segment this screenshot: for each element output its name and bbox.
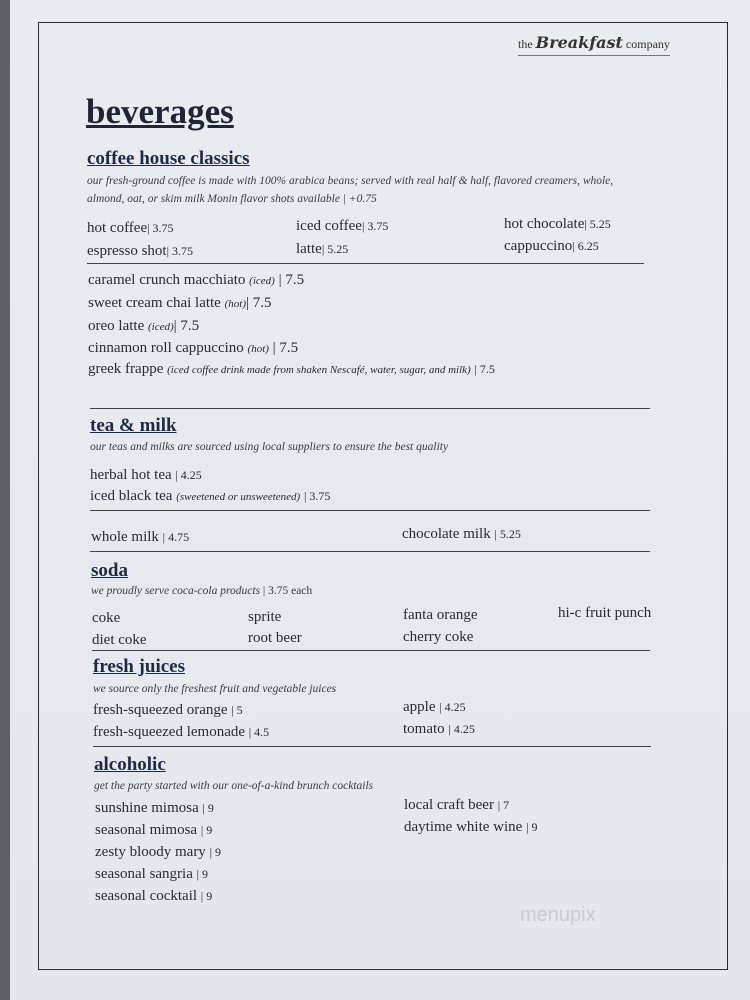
divider bbox=[92, 650, 650, 651]
menu-item: sprite bbox=[248, 609, 282, 625]
section-heading-soda: soda bbox=[91, 560, 128, 581]
divider bbox=[93, 746, 651, 747]
menu-item: seasonal mimosa | 9 bbox=[95, 822, 213, 838]
menu-item: hot coffee| 3.75 bbox=[87, 220, 174, 236]
menu-item: latte| 5.25 bbox=[296, 241, 349, 257]
section-heading-alcoholic: alcoholic bbox=[94, 754, 166, 775]
menu-item: local craft beer | 7 bbox=[404, 797, 510, 813]
menu-item: chocolate milk | 5.25 bbox=[402, 526, 521, 542]
page-title: beverages bbox=[86, 92, 234, 131]
alcoholic-description: get the party started with our one-of-a-kind brunch cocktails bbox=[94, 780, 374, 792]
menu-item: daytime white wine | 9 bbox=[404, 819, 538, 835]
menu-item: iced coffee| 3.75 bbox=[296, 218, 389, 234]
menu-item: seasonal sangria | 9 bbox=[95, 866, 209, 882]
menu-item: sunshine mimosa | 9 bbox=[95, 800, 214, 816]
divider bbox=[90, 408, 650, 409]
menu-item: seasonal cocktail | 9 bbox=[95, 888, 213, 904]
menu-item: fanta orange bbox=[403, 607, 478, 623]
divider bbox=[87, 263, 644, 264]
tea-description: our teas and milks are sourced using local suppliers to ensure the best quality bbox=[90, 441, 449, 453]
menu-item: oreo latte (iced)| 7.5 bbox=[88, 318, 200, 334]
menu-item: hi-c fruit punch bbox=[558, 605, 652, 621]
menu-item: sweet cream chai latte (hot)| 7.5 bbox=[88, 295, 272, 311]
menu-item: fresh-squeezed lemonade | 4.5 bbox=[93, 724, 270, 740]
menu-item: cherry coke bbox=[403, 629, 474, 645]
section-heading-juices: fresh juices bbox=[93, 656, 185, 677]
watermark: menupix bbox=[520, 904, 596, 926]
menu-item: cappuccino| 6.25 bbox=[504, 238, 599, 254]
divider bbox=[90, 551, 650, 552]
menu-item: iced black tea (sweetened or unsweetened) | 3.75 bbox=[90, 488, 331, 504]
menu-item: whole milk | 4.75 bbox=[91, 529, 190, 545]
menu-item: fresh-squeezed orange | 5 bbox=[93, 702, 243, 718]
menu-item: diet coke bbox=[92, 632, 147, 648]
juices-description: we source only the freshest fruit and vegetable juices bbox=[93, 683, 337, 695]
menu-item: tomato | 4.25 bbox=[403, 721, 475, 737]
photo-edge bbox=[0, 0, 10, 1000]
section-heading-coffee: coffee house classics bbox=[87, 148, 250, 169]
menu-item: coke bbox=[92, 610, 121, 626]
coffee-description: almond, oat, or skim milk Monin flavor shots available | +0.75 bbox=[87, 193, 377, 205]
menu-item: zesty bloody mary | 9 bbox=[95, 844, 221, 860]
section-heading-tea: tea & milk bbox=[90, 415, 177, 436]
menu-item: greek frappe (iced coffee drink made from shaken Nescafé, water, sugar, and milk) | 7.5 bbox=[88, 361, 495, 377]
soda-description: we proudly serve coca-cola products | 3.75 each bbox=[91, 585, 313, 597]
brand-logo: the Breakfast company bbox=[518, 33, 670, 56]
menu-item: espresso shot| 3.75 bbox=[87, 243, 193, 259]
menu-item: cinnamon roll cappuccino (hot) | 7.5 bbox=[88, 340, 299, 356]
menu-item: hot chocolate| 5.25 bbox=[504, 216, 611, 232]
menu-item: caramel crunch macchiato (iced) | 7.5 bbox=[88, 272, 305, 288]
coffee-description: our fresh-ground coffee is made with 100% arabica beans; served with real half & half, flavored creamers, whole, bbox=[87, 175, 614, 187]
divider bbox=[90, 510, 650, 511]
menu-item: herbal hot tea | 4.25 bbox=[90, 467, 202, 483]
menu-item: apple | 4.25 bbox=[403, 699, 466, 715]
menu-item: root beer bbox=[248, 630, 302, 646]
